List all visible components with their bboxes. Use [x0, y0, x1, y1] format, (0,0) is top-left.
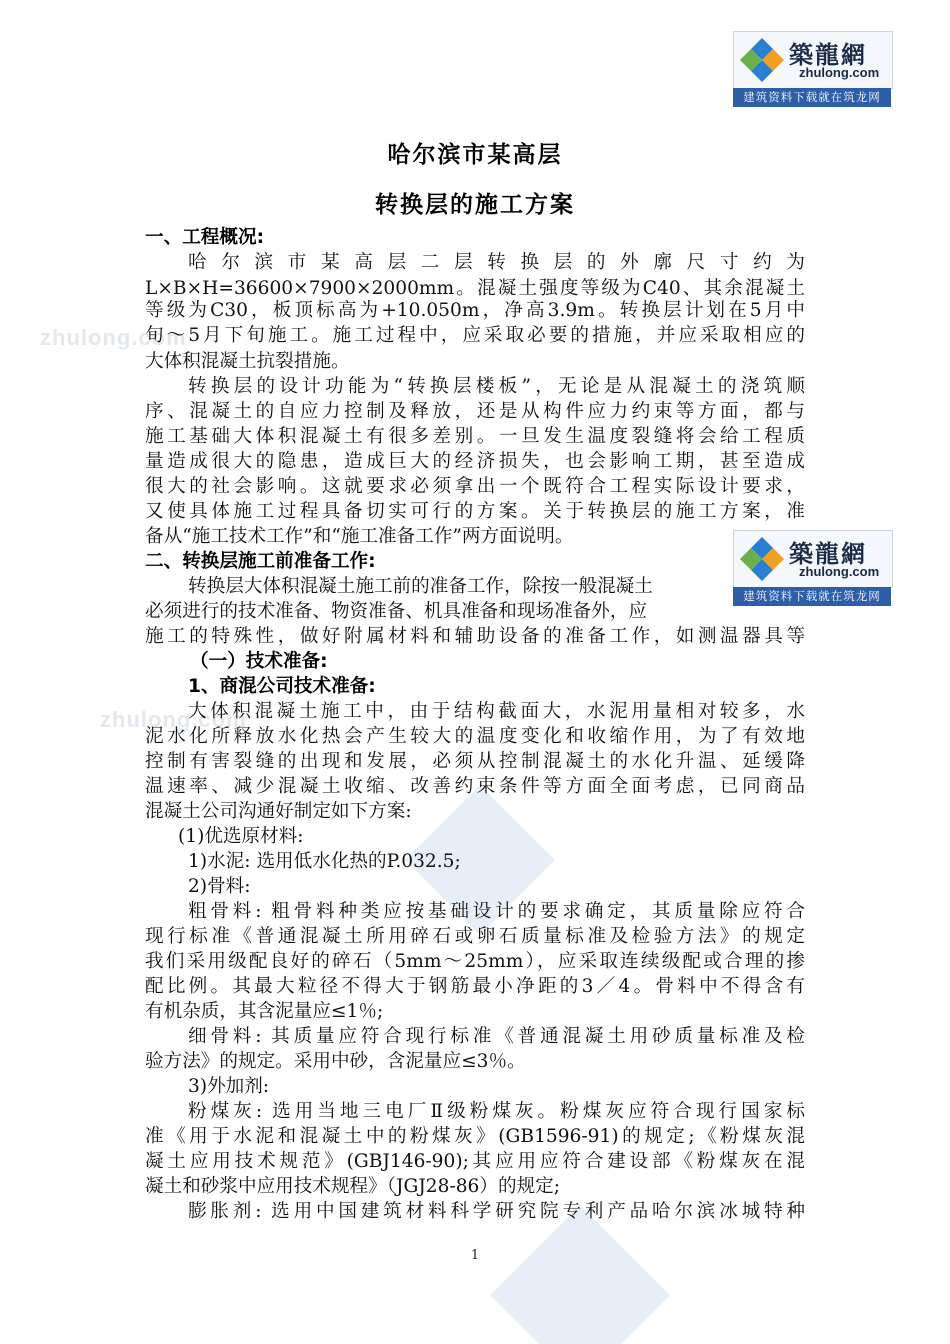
body-line: 必须进行的技术准备、物资准备、机具准备和现场准备外，应 [145, 601, 648, 622]
body-line: 备从“施工技术工作”和“施工准备工作”两方面说明。 [145, 526, 574, 547]
body-line: 粗骨料: 粗骨料种类应按基础设计的要求确定，其质量除应符合 [188, 901, 805, 922]
body-line: 膨胀剂: 选用中国建筑材料科学研究院专利产品哈尔滨冰城特种 [188, 1201, 805, 1222]
body-line: 验方法》的规定。采用中砂，含泥量应≤3％。 [145, 1051, 526, 1072]
logo-tagline: 建筑资料下载就在筑龙网 [733, 88, 891, 107]
body-line: 量造成很大的隐患，造成巨大的经济损失，也会影响工期，甚至造成 [145, 451, 805, 472]
logo-brand-cn: 築龍網 [789, 41, 867, 69]
body-line: 现行标准《普通混凝土所用碎石或卵石质量标准及检验方法》的规定 [145, 926, 805, 947]
body-line: 转换层大体积混凝土施工前的准备工作，除按一般混凝土 [188, 576, 653, 597]
document-title-line2: 转换层的施工方案 [375, 192, 575, 218]
body-line: 凝土和砂浆中应用技术规程》（JGJ28-86）的规定; [145, 1176, 561, 1197]
body-line: 温速率、减少混凝土收缩、改善约束条件等方面全面考虑，已同商品 [145, 776, 805, 797]
body-line: 旬～5月下旬施工。施工过程中，应采取必要的措施，并应采取相应的 [145, 325, 805, 346]
body-line: 转换层的设计功能为“转换层楼板”，无论是从混凝土的浇筑顺 [188, 376, 805, 397]
body-line: 配比例。其最大粒径不得大于钢筋最小净距的3／4。骨料中不得含有 [145, 976, 805, 997]
subsection-heading: （一）技术准备: [190, 651, 328, 672]
document-title-line1: 哈尔滨市某高层 [387, 142, 563, 168]
body-line: 细骨料: 其质量应符合现行标准《普通混凝土用砂质量标准及检 [188, 1026, 805, 1047]
body-line: 施工基础大体积混凝土有很多差别。一旦发生温度裂缝将会给工程质 [145, 426, 805, 447]
list-item: 2)骨料: [188, 876, 251, 897]
body-line: 很大的社会影响。这就要求必须拿出一个既符合工程实际设计要求， [145, 476, 805, 497]
body-line: 混凝土公司沟通好制定如下方案: [145, 801, 412, 822]
logo-tagline: 建筑资料下载就在筑龙网 [733, 587, 891, 606]
body-line: 施工的特殊性，做好附属材料和辅助设备的准备工作，如测温器具等 [145, 626, 805, 647]
body-line: 等级为C30，板顶标高为+10.050m，净高3.9m。转换层计划在5月中 [145, 300, 805, 321]
zhulong-logo [733, 31, 891, 107]
subsection-heading: 1、商混公司技术准备: [188, 676, 376, 697]
body-line: 我们采用级配良好的碎石（5mm～25mm），应采取连续级配或合理的掺 [145, 951, 805, 972]
section-heading: 一、工程概况: [145, 227, 264, 248]
list-item: 1)水泥: 选用低水化热的P.032.5; [188, 851, 461, 872]
zhulong-diamond-icon [739, 37, 785, 83]
body-line: 泥水化所释放水化热会产生较大的温度变化和收缩作用，为了有效地 [145, 726, 805, 747]
logo-brand-en: zhulong.com [799, 65, 880, 80]
logo-brand-en: zhulong.com [799, 564, 880, 579]
body-line: L×B×H=36600×7900×2000mm。混凝土强度等级为C40、其余混凝土 [145, 278, 805, 299]
body-line: 凝土应用技术规范》(GBJ146-90);其应用应符合建设部《粉煤灰在混 [145, 1151, 805, 1172]
body-line: 大体积混凝土施工中，由于结构截面大，水泥用量相对较多，水 [188, 701, 805, 722]
watermark-text: zhulong.com [100, 707, 247, 732]
body-line: 准《用于水泥和混凝土中的粉煤灰》(GB1596-91)的规定;《粉煤灰混 [145, 1126, 805, 1147]
section-heading: 二、转换层施工前准备工作: [145, 551, 376, 572]
body-line: 大体积混凝土抗裂措施。 [145, 351, 350, 372]
body-line: 粉煤灰: 选用当地三电厂Ⅱ级粉煤灰。粉煤灰应符合现行国家标 [188, 1101, 805, 1122]
body-line: 序、混凝土的自应力控制及释放，还是从构件应力约束等方面，都与 [145, 401, 805, 422]
body-line: 有机杂质，其含泥量应≤1％; [145, 1001, 384, 1022]
list-item: 3)外加剂: [188, 1076, 270, 1097]
logo-brand-cn: 築龍網 [789, 540, 867, 568]
body-line: 哈尔滨市某高层二层转换层的外廓尺寸约为 [188, 252, 805, 273]
page-number: 1 [470, 1248, 480, 1263]
watermark-text: zhulong.com [40, 325, 187, 350]
body-line: 控制有害裂缝的出现和发展，必须从控制混凝土的水化升温、延缓降 [145, 751, 805, 772]
body-line: 又使具体施工过程具备切实可行的方案。关于转换层的施工方案，准 [145, 501, 805, 522]
list-item: (1)优选原材料: [178, 826, 304, 847]
